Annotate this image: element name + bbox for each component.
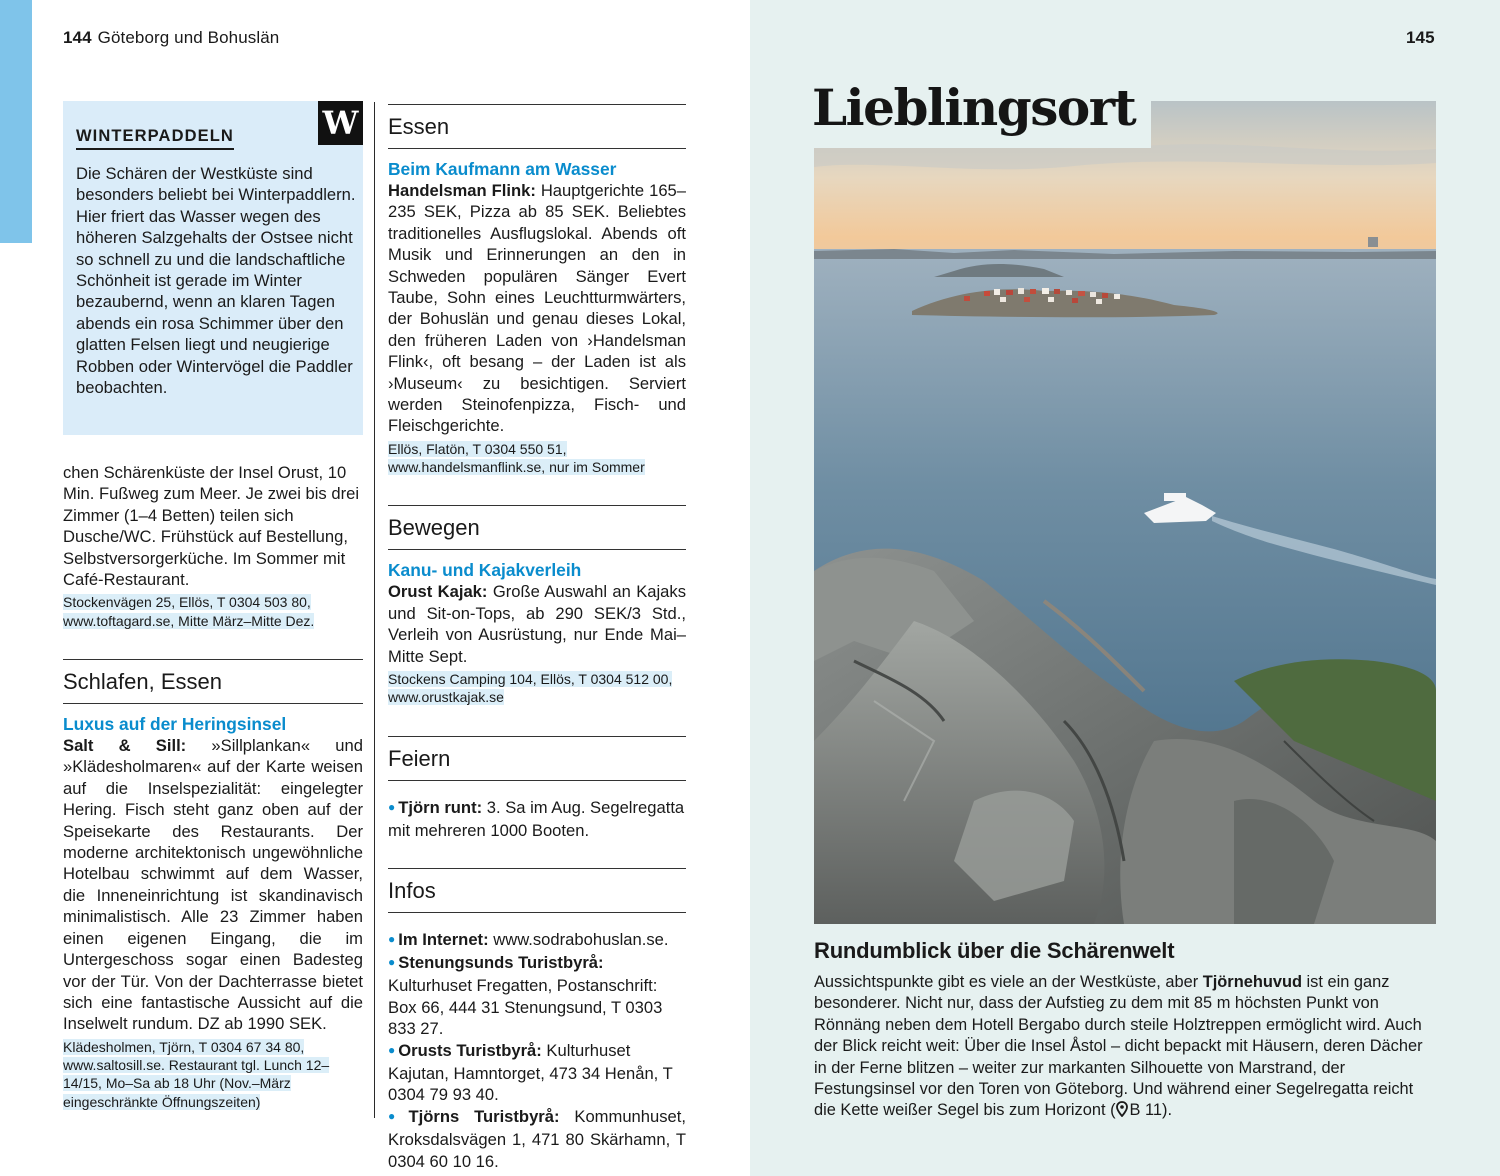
bullet-dot-icon: ●: [388, 931, 396, 946]
entry-text: »Sillplankan« und »Klädesholmaren« auf der Karte weisen auf die Inselspezialität: eingelegter Hering. Fisch steht ganz oben auf der Speisekarte des Restaurants. Der moderne architektonisch ungewöhnliche Hotelbau schwimmt auf dem Wasser, die Inneneinrichtung ist skandinavisch minimalistisch. Alle 23 Zimmer haben einen eigenen Eingang, die im Untergeschoss sogar einen Badesteg vor der Tür. Von der Dachterrasse bietet sich eine fantastische Aussicht auf die Inselwelt rundum. DZ ab 1990 SEK.: [63, 736, 363, 1034]
kicker-kanu: Kanu- und Kajakverleih: [388, 560, 582, 581]
page-number-right: 145: [1406, 28, 1435, 47]
continued-text: chen Schärenküste der Insel Orust, 10 Min. Fußweg zum Meer. Je zwei bis drei Zimmer (1–4 Betten) teilen sich Dusche/WC. Frühstück auf Bestellung, Selbstversorgerküche. Im Sommer mit Café-Restaurant.: [63, 463, 360, 590]
list-item: ● Orusts Turistbyrå: Kulturhuset Kajutan, Hamntorget, 473 34 Henån, T 0304 79 93 40.: [388, 1040, 673, 1105]
box-title: WINTERPADDELN: [76, 127, 234, 150]
kicker-kaufmann: Beim Kaufmann am Wasser: [388, 159, 617, 179]
entry-address: Ellös, Flatön, T 0304 550 51, www.handelsmanflink.se, nur im Sommer: [388, 440, 645, 476]
winterpaddeln-box: [63, 101, 363, 435]
entry-name: Handelsman Flink:: [388, 181, 536, 200]
section-heading-bewegen: Bewegen: [388, 505, 686, 550]
bullet-dot-icon: ●: [388, 799, 396, 814]
section-heading-infos: Infos: [388, 868, 686, 913]
list-item: ● Im Internet: www.sodrabohuslan.se.: [388, 929, 669, 949]
entry-handelsman-flink: [388, 180, 686, 437]
page-number-left: 144: [63, 28, 92, 47]
list-item: ● Tjörns Turistbyrå: Kommunhuset, Kroksdalsvägen 1, 471 80 Skärhamn, T 0304 60 10 16.: [388, 1106, 686, 1171]
entry-address: Stockens Camping 104, Ellös, T 0304 512 00, www.orustkajak.se: [388, 671, 673, 706]
feature-heading: Rundumblick über die Schärenwelt: [814, 938, 1175, 963]
section-heading-schlafen-essen: Schlafen, Essen: [63, 659, 363, 704]
map-ref: B 11: [1129, 1101, 1163, 1120]
kicker-heringsinsel: Luxus auf der Heringsinsel: [63, 714, 287, 735]
section-heading-feiern: Feiern: [388, 736, 686, 781]
entry-name: Salt & Sill:: [63, 736, 187, 756]
bullet-dot-icon: ●: [388, 1108, 406, 1123]
w-badge-icon: W: [318, 101, 363, 145]
bullet-dot-icon: ●: [388, 954, 396, 969]
box-text: Die Schären der Westküste sind besonders beliebt bei Winterpaddlern. Hier friert das Wasser wegen des höheren Salzgehalts der Ostsee nicht so schnell zu und die landschaftliche Schönheit ist gerade im Winter bezaubernd, wenn an klaren Tagen abends ein rosa Schimmer über den glatten Felsen liegt und neugierige Robben oder Wintervögel die Paddler beobachten.: [76, 164, 356, 398]
bullet-dot-icon: ●: [388, 1042, 396, 1057]
feature-title: Lieblingsort: [812, 78, 1151, 148]
entry-salt-sill: [63, 735, 363, 1035]
section-heading-essen: Essen: [388, 104, 686, 149]
entry-text: Große Auswahl an Kajaks und Sit-on-Tops, ab 290 SEK/3 Std., Verleih von Ausrüstung, nur Ende Mai–Mitte Sept.: [388, 582, 686, 666]
continued-address: Stockenvägen 25, Ellös, T 0304 503 80, www.toftagard.se, Mitte März–Mitte Dez.: [63, 594, 315, 629]
entry-text: Hauptgerichte 165–235 SEK, Pizza ab 85 SEK. Beliebtes traditionelles Ausflugslokal. Abends oft Musik und Erinnerungen an den in Schweden populären Sänger Evert Taube, Sohn eines Leuchtturmwärters, der Bohuslän und genau dieses Lokal, den früheren Laden von ›Handelsman Flink‹, oft besang – der Laden ist als ›Museum‹ zu besichtigen. Serviert werden Steinofenpizza, Fisch- und Fleischgerichte.: [388, 181, 687, 436]
chapter-title: Göteborg und Bohuslän: [97, 28, 280, 47]
feature-text: Aussichtspunkte gibt es viele an der Westküste, aber Tjörnehuvud ist ein ganz besonderer. Nicht nur, dass der Aufstieg zu dem mit 85 m höchsten Punkt von Rönnäng neben dem Hotell Bergabo durch steile Holztreppen ermöglicht wird. Auch der Blick reicht weit: Über die Insel Åstol – dicht bepackt mit Häusern, deren Dächer in der Ferne blitzen – weiter zur markanten Silhouette von Marstrand, der Festungsinsel vor den Toren von Göteborg. Und während einer Segelregatta reicht die Kette weißer Segel bis zum Horizont ( B 11).: [814, 972, 1436, 1124]
entry-name: Orust Kajak:: [388, 582, 488, 602]
list-item: ● Tjörn runt: 3. Sa im Aug. Segelregatta mit mehreren 1000 Booten.: [388, 797, 685, 841]
entry-address: Klädesholmen, Tjörn, T 0304 67 34 80, www.saltosill.se. Restaurant tgl. Lunch 12–14/15, Mo–Sa ab 18 Uhr (Nov.–März eingeschränkte Öffnungszeiten): [63, 1038, 330, 1110]
column-divider: [374, 102, 375, 1118]
map-pin-icon: [1116, 1101, 1128, 1123]
running-head-left: [63, 28, 279, 48]
list-item: ● Stenungsunds Turistbyrå: Kulturhuset Fregatten, Postanschrift: Box 66, 444 31 Stenungsund, T 0303 833 27.: [388, 952, 663, 1039]
column-b: [388, 100, 686, 1172]
bold-place: Tjörnehuvud: [1202, 973, 1302, 991]
chapter-thumb-tab: [0, 0, 32, 243]
entry-orust-kajak: [388, 581, 686, 667]
archipelago-photo: [814, 101, 1436, 924]
column-a: [63, 462, 363, 1111]
